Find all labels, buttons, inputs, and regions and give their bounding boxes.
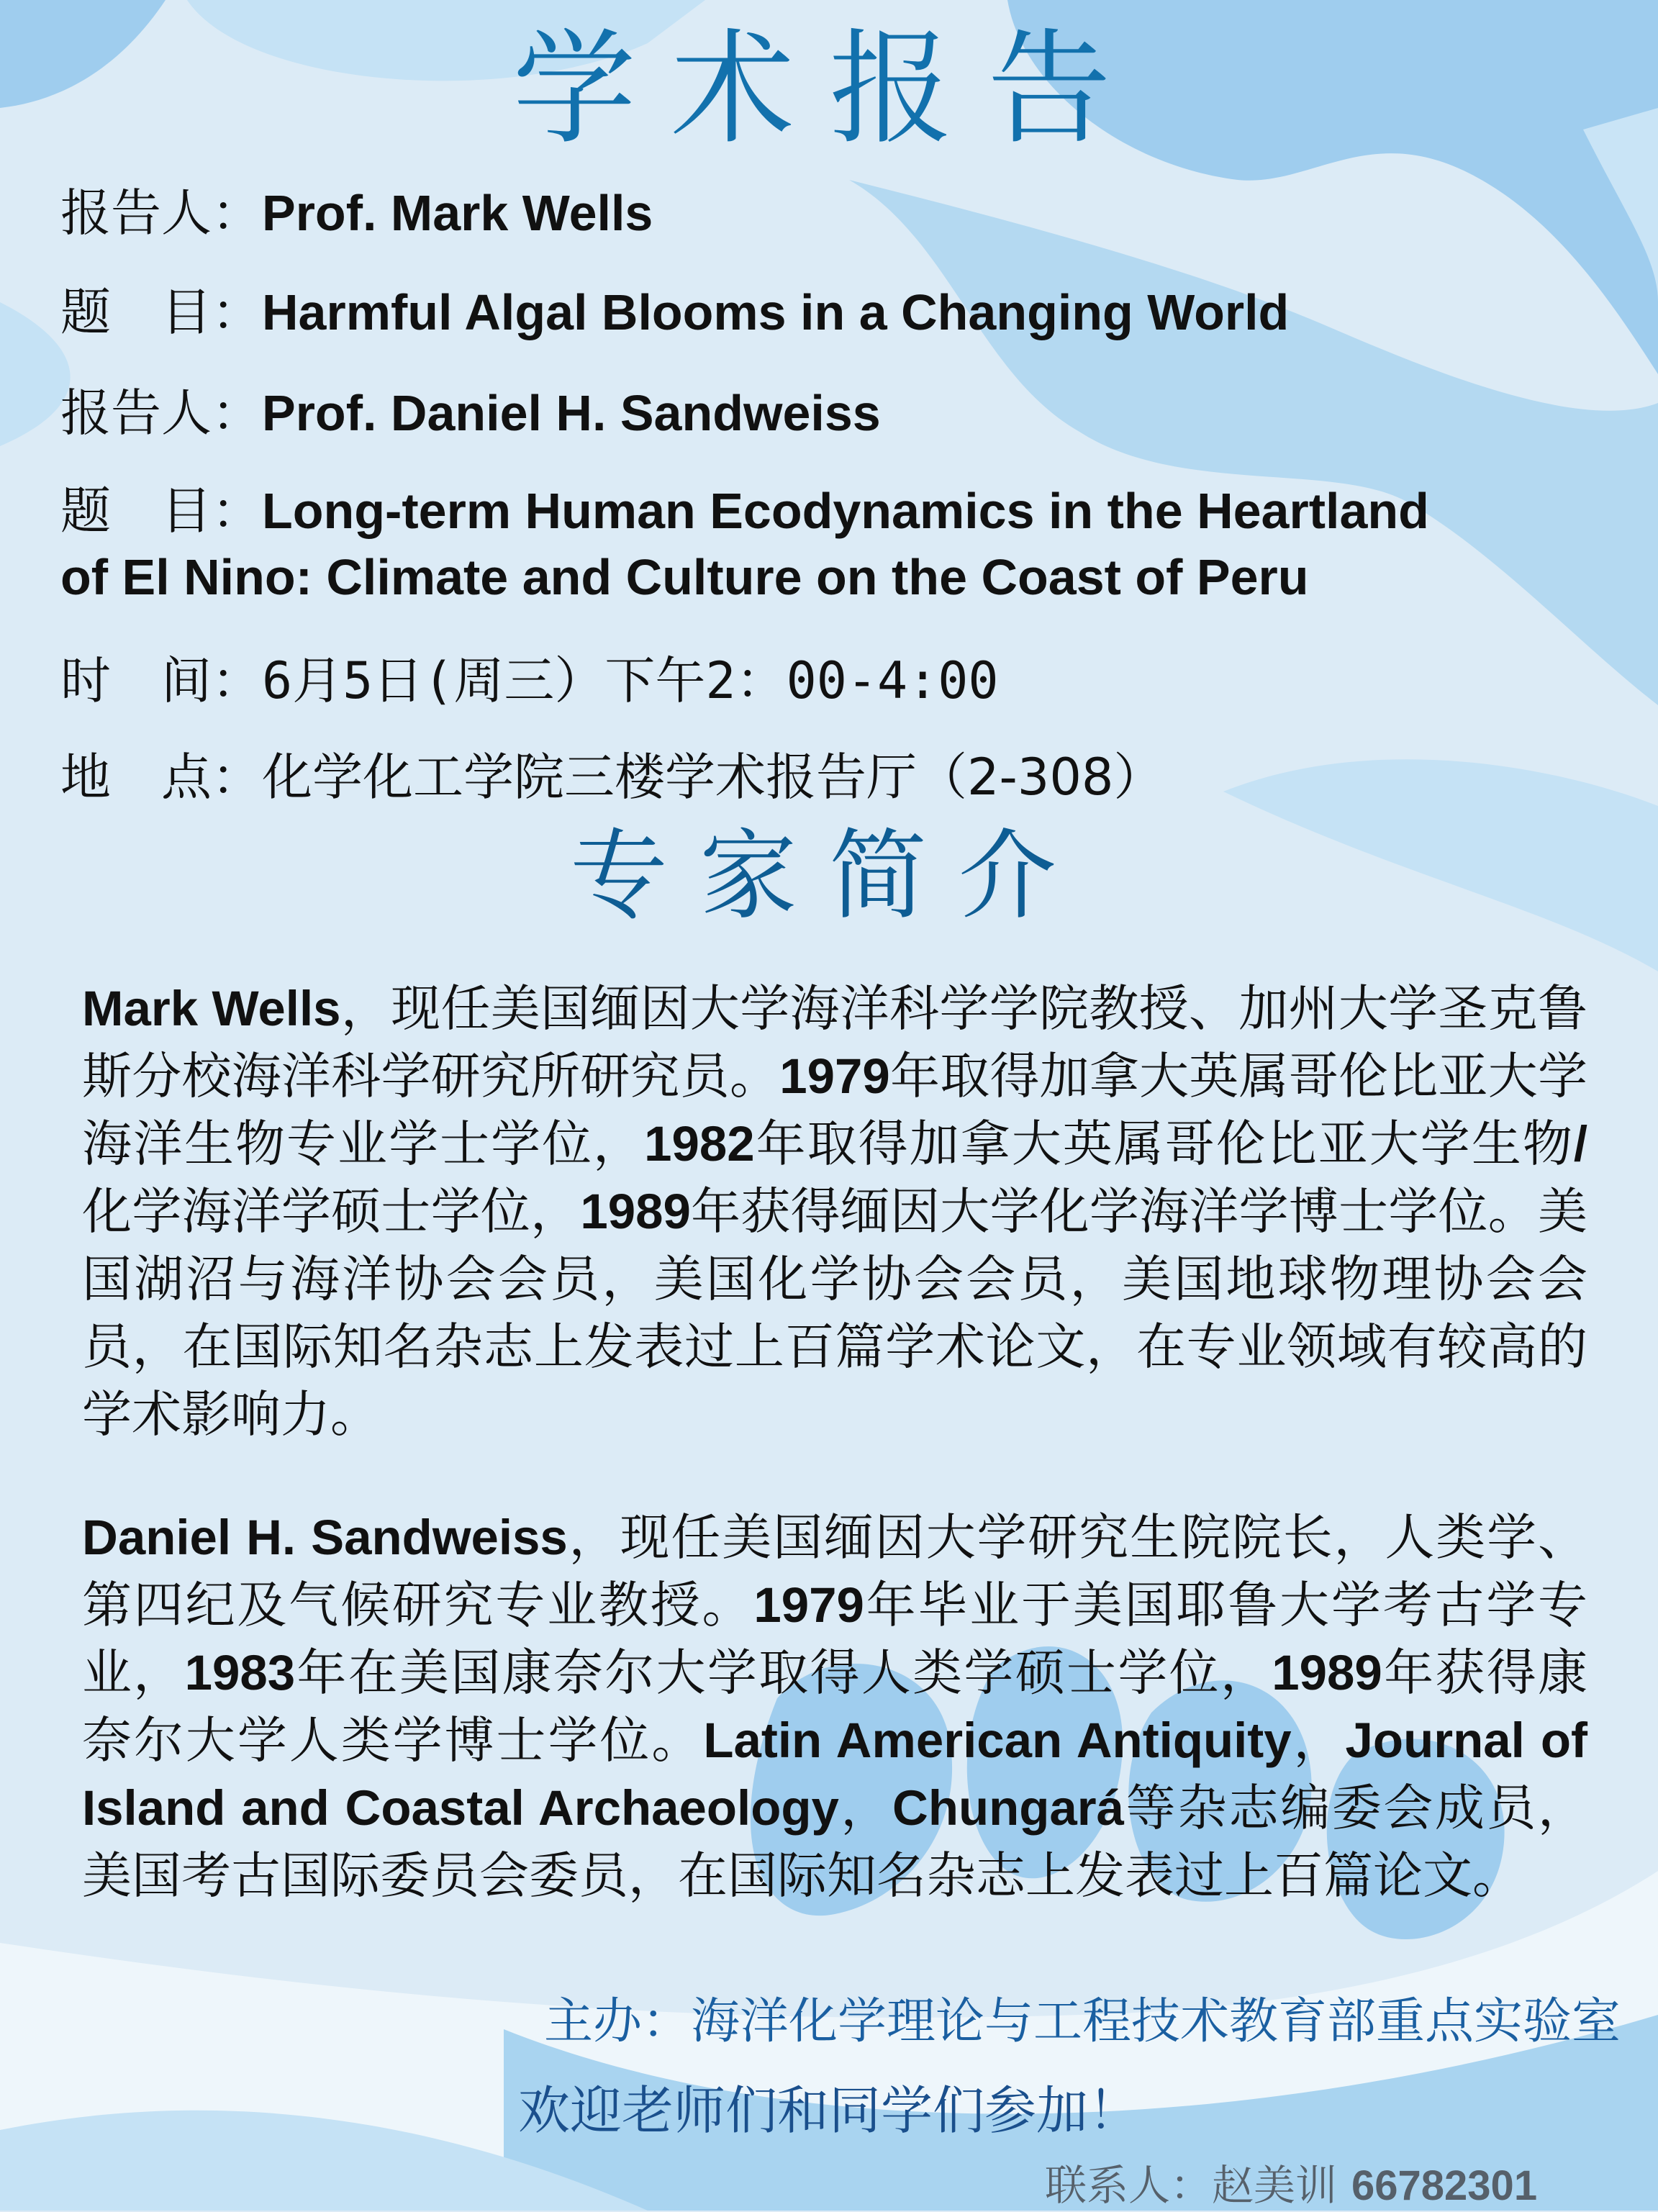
time-row: [60, 648, 1608, 714]
bio-name: Daniel H. Sandweiss: [82, 1510, 568, 1565]
bio-daniel-sandweiss: Daniel H. Sandweiss，现任美国缅因大学研究生院院长，人类学、第四纪及气候研究专业教授。1979年毕业于美国耶鲁大学考古学专业，1983年在美国康奈尔大学取得人类学硕士学位，1989年获得康奈尔大学人类学博士学位。Latin American Antiquity，Journal of Island and Coastal Archaeology，Chungará等杂志编委会成员，美国考古国际委员会委员，在国际知名杂志上发表过上百篇论文。: [82, 1509, 1588, 1905]
place-row: [60, 744, 1608, 810]
contact-label: 联系人：赵美训: [1045, 2161, 1338, 2210]
section-title: 专家简介: [570, 820, 1088, 933]
topic-title: Long-term Human Ecodynamics in the Heartland: [262, 483, 1429, 539]
speaker-row-1: [60, 180, 1608, 246]
speaker-row-2: [60, 380, 1608, 446]
bio-mark-wells: Mark Wells，现任美国缅因大学海洋科学学院教授、加州大学圣克鲁斯分校海洋科学研究所研究员。1979年取得加拿大英属哥伦比亚大学海洋生物专业学士学位，1982年取得加拿大英属哥伦比亚大学生物/化学海洋学硕士学位，1989年获得缅因大学化学海洋学博士学位。美国湖沼与海洋协会会员，美国化学协会会员，美国地球物理协会会员，在国际知名杂志上发表过上百篇学术论文，在专业领域有较高的学术影响力。: [82, 980, 1588, 1443]
topic-row-2: [60, 478, 1608, 544]
welcome-text: 欢迎老师们和同学们参加！: [517, 2080, 1140, 2141]
time-value: 6月5日(周三）下午2：00-4:00: [262, 651, 999, 710]
organizer-text: 主办：海洋化学理论与工程技术教育部重点实验室: [543, 1993, 1621, 2050]
time-label: 时 间：: [60, 651, 262, 710]
bio-name: Mark Wells: [82, 981, 341, 1036]
speaker-name: Prof. Mark Wells: [262, 185, 653, 241]
page-title: 学术报告: [512, 17, 1146, 161]
speaker-label: 报告人：: [60, 183, 262, 242]
place-label: 地 点：: [60, 748, 262, 807]
contact-info: [1045, 2152, 1537, 2212]
place-value: 化学化工学院三楼学术报告厅（2-308）: [262, 748, 1164, 807]
topic-title: Harmful Algal Blooms in a Changing World: [262, 284, 1290, 340]
topic-row-2-cont: [60, 544, 1608, 610]
speaker-label: 报告人：: [60, 384, 262, 443]
topic-title-cont: of El Nino: Climate and Culture on the Coast of Peru: [60, 549, 1309, 605]
speaker-name: Prof. Daniel H. Sandweiss: [262, 385, 881, 441]
topic-label: 题 目：: [60, 283, 262, 342]
topic-row-1: [60, 279, 1608, 345]
contact-phone: 66782301: [1351, 2162, 1538, 2209]
topic-label: 题 目：: [60, 481, 262, 540]
